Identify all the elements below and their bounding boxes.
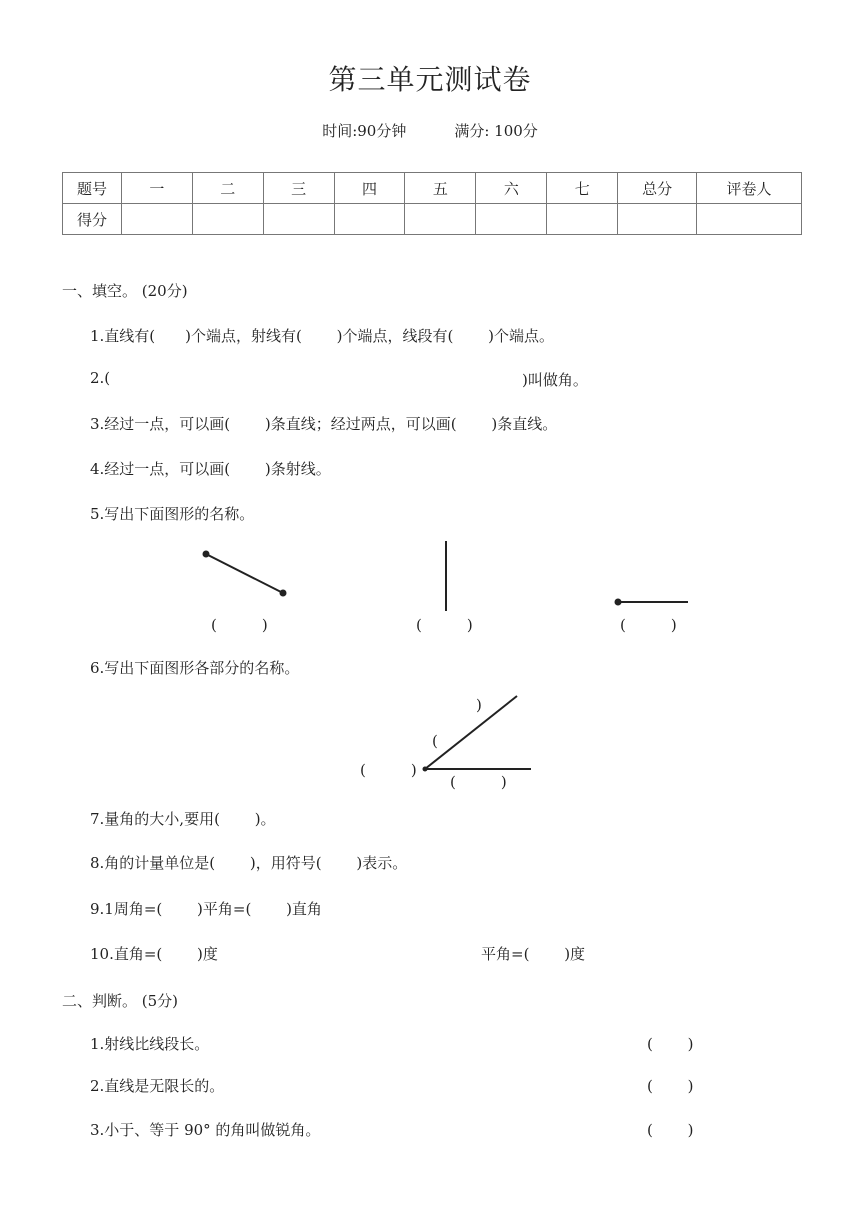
- figure-3-answer-blank[interactable]: ( ): [620, 616, 677, 634]
- question-1-4: 4.经过一点，可以画( )条射线。: [90, 460, 331, 478]
- header-cell: 一: [121, 173, 192, 204]
- score-row-label: 得分: [63, 204, 122, 235]
- question-1-5: 5.写出下面图形的名称。: [90, 505, 255, 523]
- upper-side-blank-close[interactable]: ): [476, 696, 482, 714]
- header-cell: 七: [547, 173, 618, 204]
- header-cell: 题号: [63, 173, 122, 204]
- full-score: 满分: 100分: [454, 122, 538, 140]
- question-1-7: 7.量角的大小,要用( )。: [90, 810, 276, 828]
- question-1-2-end: )叫做角。: [522, 371, 588, 389]
- judge-answer-blank-2[interactable]: ( ): [647, 1077, 694, 1095]
- header-cell: 总分: [618, 173, 697, 204]
- time-limit: 时间:90分钟: [322, 122, 407, 140]
- header-cell: 六: [476, 173, 547, 204]
- page-title: 第三单元测试卷: [328, 63, 532, 96]
- judge-question-2: 2.直线是无限长的。: [90, 1077, 225, 1095]
- header-cell: 二: [192, 173, 263, 204]
- question-1-1: 1.直线有( )个端点，射线有( )个端点，线段有( )个端点。: [90, 327, 554, 345]
- figure-1-answer-blank[interactable]: ( ): [211, 616, 268, 634]
- header-cell: 三: [263, 173, 334, 204]
- vertex-answer-blank[interactable]: ( ): [360, 761, 417, 779]
- judge-answer-blank-3[interactable]: ( ): [647, 1121, 694, 1139]
- section-1-title: 一、填空。 (20分): [62, 282, 188, 300]
- judge-answer-blank-1[interactable]: ( ): [647, 1035, 694, 1053]
- question-1-10-b: 平角=( )度: [481, 945, 586, 963]
- bottom-side-answer-blank[interactable]: ( ): [450, 773, 507, 791]
- header-cell: 五: [405, 173, 476, 204]
- section-2-title: 二、判断。 (5分): [62, 992, 179, 1010]
- ray-figure: [615, 599, 689, 606]
- figure-2-answer-blank[interactable]: ( ): [416, 616, 473, 634]
- judge-question-3: 3.小于、等于 90° 的角叫做锐角。: [90, 1121, 321, 1139]
- question-1-9: 9.1周角=( )平角=( )直角: [90, 900, 322, 918]
- question-1-2-start: 2.(: [90, 369, 111, 387]
- upper-side-blank-open[interactable]: (: [432, 732, 438, 750]
- question-1-3: 3.经过一点，可以画( )条直线；经过两点，可以画( )条直线。: [90, 415, 558, 433]
- question-1-10-a: 10.直角=( )度: [90, 945, 218, 963]
- question-1-6: 6.写出下面图形各部分的名称。: [90, 659, 300, 677]
- header-cell: 评卷人: [697, 173, 802, 204]
- line-segment-figure: [203, 551, 287, 597]
- question-1-8: 8.角的计量单位是( )，用符号( )表示。: [90, 854, 408, 872]
- judge-question-1: 1.射线比线段长。: [90, 1035, 210, 1053]
- header-cell: 四: [334, 173, 405, 204]
